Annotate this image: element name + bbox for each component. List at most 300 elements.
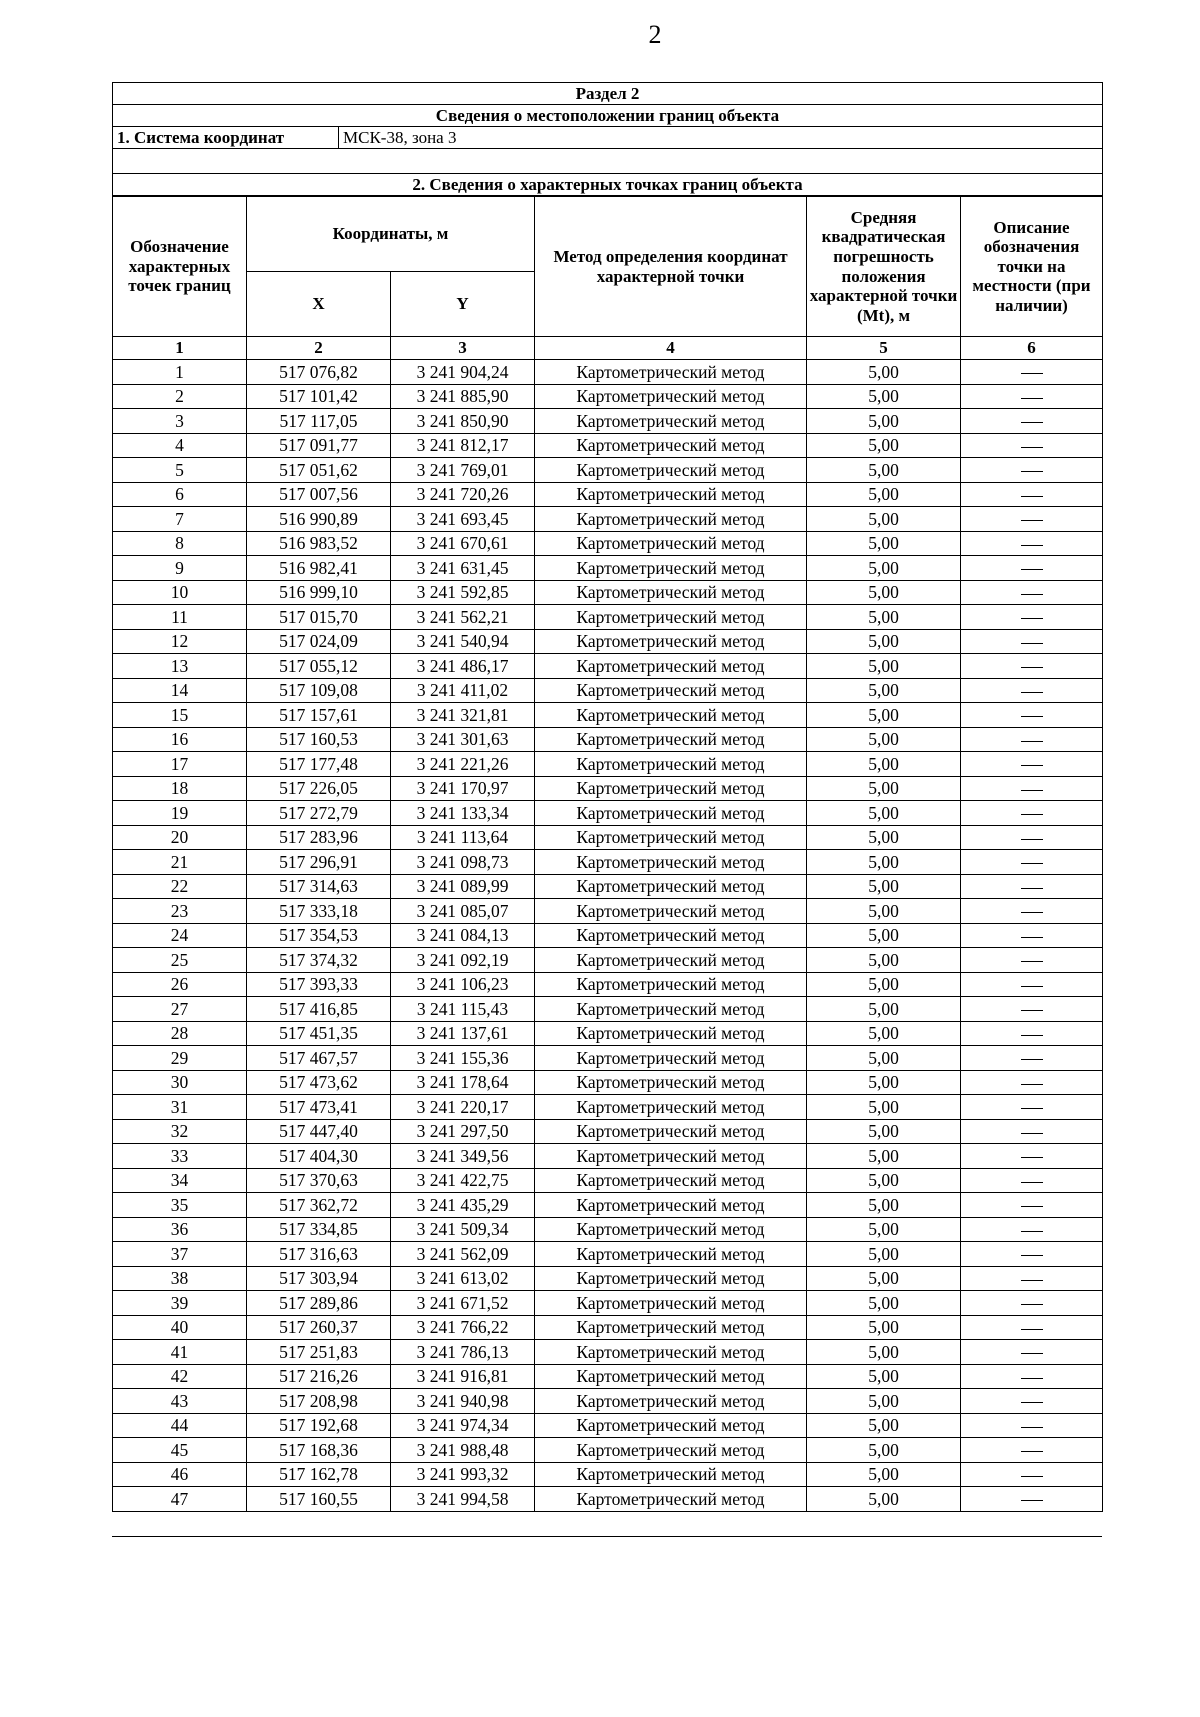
- dash-mark: [1021, 765, 1043, 766]
- point-number: 29: [113, 1046, 247, 1071]
- point-number: 35: [113, 1193, 247, 1218]
- table-row: [113, 1315, 1103, 1340]
- coord-x: 517 393,33: [247, 972, 391, 997]
- mt-value: 5,00: [807, 850, 961, 875]
- coord-x: 517 316,63: [247, 1242, 391, 1267]
- method: Картометрический метод: [535, 899, 807, 924]
- table-row: [113, 1462, 1103, 1487]
- description-cell: [961, 1340, 1103, 1365]
- dash-mark: [1021, 398, 1043, 399]
- method: Картометрический метод: [535, 874, 807, 899]
- coord-system-label: 1. Система координат: [113, 127, 339, 149]
- description-cell: [961, 384, 1103, 409]
- point-number: 33: [113, 1144, 247, 1169]
- coord-x: 517 208,98: [247, 1389, 391, 1414]
- coord-x: 517 272,79: [247, 801, 391, 826]
- point-number: 37: [113, 1242, 247, 1267]
- table-title: 2. Сведения о характерных точках границ объекта: [113, 174, 1103, 196]
- dash-mark: [1021, 1304, 1043, 1305]
- method: Картометрический метод: [535, 507, 807, 532]
- coord-x: 517 289,86: [247, 1291, 391, 1316]
- coord-y: 3 241 766,22: [391, 1315, 535, 1340]
- dash-mark: [1021, 471, 1043, 472]
- description-cell: [961, 972, 1103, 997]
- coord-x: 517 162,78: [247, 1462, 391, 1487]
- method: Картометрический метод: [535, 1438, 807, 1463]
- table-row: [113, 629, 1103, 654]
- method: Картометрический метод: [535, 1021, 807, 1046]
- coord-y: 3 241 988,48: [391, 1438, 535, 1463]
- coord-y: 3 241 974,34: [391, 1413, 535, 1438]
- mt-value: 5,00: [807, 1217, 961, 1242]
- point-number: 9: [113, 556, 247, 581]
- method: Картометрический метод: [535, 1364, 807, 1389]
- dash-mark: [1021, 741, 1043, 742]
- method: Картометрический метод: [535, 1389, 807, 1414]
- mt-value: 5,00: [807, 1070, 961, 1095]
- header-error: Средняя квадратическая погрешность положения характерной точки (Mt), м: [807, 197, 961, 337]
- coord-y: 3 241 670,61: [391, 531, 535, 556]
- dash-mark: [1021, 373, 1043, 374]
- mt-value: 5,00: [807, 1046, 961, 1071]
- method: Картометрический метод: [535, 923, 807, 948]
- coord-y: 3 241 435,29: [391, 1193, 535, 1218]
- header-coordinates: Координаты, м: [247, 197, 535, 272]
- coord-x: 517 216,26: [247, 1364, 391, 1389]
- method: Картометрический метод: [535, 825, 807, 850]
- point-number: 2: [113, 384, 247, 409]
- boundary-document: [112, 82, 1102, 1512]
- coord-y: 3 241 720,26: [391, 482, 535, 507]
- section-subtitle: Сведения о местоположении границ объекта: [113, 105, 1103, 127]
- table-row: [113, 948, 1103, 973]
- table-row: [113, 972, 1103, 997]
- point-number: 23: [113, 899, 247, 924]
- coord-y: 3 241 106,23: [391, 972, 535, 997]
- table-row: [113, 433, 1103, 458]
- method: Картометрический метод: [535, 1340, 807, 1365]
- coord-x: 517 007,56: [247, 482, 391, 507]
- description-cell: [961, 654, 1103, 679]
- dash-mark: [1021, 1402, 1043, 1403]
- point-number: 32: [113, 1119, 247, 1144]
- method: Картометрический метод: [535, 1119, 807, 1144]
- description-cell: [961, 801, 1103, 826]
- dash-mark: [1021, 839, 1043, 840]
- coord-x: 517 296,91: [247, 850, 391, 875]
- method: Картометрический метод: [535, 1462, 807, 1487]
- method: Картометрический метод: [535, 1487, 807, 1512]
- method: Картометрический метод: [535, 850, 807, 875]
- mt-value: 5,00: [807, 629, 961, 654]
- coord-x: 517 109,08: [247, 678, 391, 703]
- point-number: 18: [113, 776, 247, 801]
- coord-y: 3 241 940,98: [391, 1389, 535, 1414]
- point-number: 31: [113, 1095, 247, 1120]
- coord-x: 517 473,62: [247, 1070, 391, 1095]
- description-cell: [961, 1315, 1103, 1340]
- mt-value: 5,00: [807, 1021, 961, 1046]
- point-number: 20: [113, 825, 247, 850]
- coord-x: 517 283,96: [247, 825, 391, 850]
- points-table: [112, 196, 1103, 1512]
- mt-value: 5,00: [807, 605, 961, 630]
- table-row: [113, 1021, 1103, 1046]
- coord-x: 517 055,12: [247, 654, 391, 679]
- method: Картометрический метод: [535, 1413, 807, 1438]
- bottom-rule: [112, 1536, 1102, 1537]
- table-row: [113, 1168, 1103, 1193]
- mt-value: 5,00: [807, 1119, 961, 1144]
- point-number: 13: [113, 654, 247, 679]
- description-cell: [961, 1389, 1103, 1414]
- dash-mark: [1021, 1476, 1043, 1477]
- table-row: [113, 801, 1103, 826]
- mt-value: 5,00: [807, 580, 961, 605]
- mt-value: 5,00: [807, 1266, 961, 1291]
- method: Картометрический метод: [535, 703, 807, 728]
- coord-x: 517 157,61: [247, 703, 391, 728]
- coord-x: 517 260,37: [247, 1315, 391, 1340]
- coord-x: 517 447,40: [247, 1119, 391, 1144]
- point-number: 38: [113, 1266, 247, 1291]
- col-number: 6: [961, 337, 1103, 360]
- mt-value: 5,00: [807, 1144, 961, 1169]
- table-row: [113, 1413, 1103, 1438]
- description-cell: [961, 874, 1103, 899]
- table-row: [113, 507, 1103, 532]
- table-row: [113, 997, 1103, 1022]
- col-number: 2: [247, 337, 391, 360]
- method: Картометрический метод: [535, 997, 807, 1022]
- description-cell: [961, 1070, 1103, 1095]
- point-number: 12: [113, 629, 247, 654]
- coord-x: 517 168,36: [247, 1438, 391, 1463]
- page-number: 2: [648, 20, 662, 49]
- description-cell: [961, 1119, 1103, 1144]
- dash-mark: [1021, 716, 1043, 717]
- coord-y: 3 241 850,90: [391, 409, 535, 434]
- table-row: [113, 654, 1103, 679]
- point-number: 6: [113, 482, 247, 507]
- dash-mark: [1021, 1427, 1043, 1428]
- header-x: X: [247, 272, 391, 337]
- coord-y: 3 241 613,02: [391, 1266, 535, 1291]
- coord-x: 516 983,52: [247, 531, 391, 556]
- dash-mark: [1021, 1108, 1043, 1109]
- coord-x: 517 416,85: [247, 997, 391, 1022]
- col-number: 3: [391, 337, 535, 360]
- description-cell: [961, 1413, 1103, 1438]
- coord-x: 517 374,32: [247, 948, 391, 973]
- table-row: [113, 1364, 1103, 1389]
- mt-value: 5,00: [807, 1487, 961, 1512]
- coord-x: 517 160,53: [247, 727, 391, 752]
- point-number: 11: [113, 605, 247, 630]
- description-cell: [961, 1364, 1103, 1389]
- table-row: [113, 1144, 1103, 1169]
- description-cell: [961, 629, 1103, 654]
- spacer-row: [113, 149, 1103, 174]
- dash-mark: [1021, 1206, 1043, 1207]
- point-number: 24: [113, 923, 247, 948]
- dash-mark: [1021, 667, 1043, 668]
- mt-value: 5,00: [807, 1462, 961, 1487]
- mt-value: 5,00: [807, 1340, 961, 1365]
- point-number: 8: [113, 531, 247, 556]
- dash-mark: [1021, 790, 1043, 791]
- col-number: 1: [113, 337, 247, 360]
- coord-y: 3 241 631,45: [391, 556, 535, 581]
- point-number: 30: [113, 1070, 247, 1095]
- dash-mark: [1021, 986, 1043, 987]
- mt-value: 5,00: [807, 727, 961, 752]
- mt-value: 5,00: [807, 923, 961, 948]
- method: Картометрический метод: [535, 1193, 807, 1218]
- method: Картометрический метод: [535, 1046, 807, 1071]
- coord-x: 517 467,57: [247, 1046, 391, 1071]
- point-number: 34: [113, 1168, 247, 1193]
- point-number: 1: [113, 360, 247, 385]
- coord-x: 517 177,48: [247, 752, 391, 777]
- table-row: [113, 1242, 1103, 1267]
- coord-y: 3 241 155,36: [391, 1046, 535, 1071]
- mt-value: 5,00: [807, 1364, 961, 1389]
- dash-mark: [1021, 1010, 1043, 1011]
- mt-value: 5,00: [807, 1242, 961, 1267]
- description-cell: [961, 776, 1103, 801]
- dash-mark: [1021, 545, 1043, 546]
- dash-mark: [1021, 422, 1043, 423]
- table-row: [113, 923, 1103, 948]
- dash-mark: [1021, 618, 1043, 619]
- method: Картометрический метод: [535, 1070, 807, 1095]
- header-y: Y: [391, 272, 535, 337]
- coord-x: 517 404,30: [247, 1144, 391, 1169]
- coord-x: 517 362,72: [247, 1193, 391, 1218]
- description-cell: [961, 1046, 1103, 1071]
- dash-mark: [1021, 594, 1043, 595]
- mt-value: 5,00: [807, 678, 961, 703]
- table-row: [113, 678, 1103, 703]
- dash-mark: [1021, 569, 1043, 570]
- description-cell: [961, 605, 1103, 630]
- coord-x: 517 076,82: [247, 360, 391, 385]
- description-cell: [961, 1291, 1103, 1316]
- point-number: 41: [113, 1340, 247, 1365]
- table-row: [113, 899, 1103, 924]
- dash-mark: [1021, 1133, 1043, 1134]
- method: Картометрический метод: [535, 360, 807, 385]
- description-cell: [961, 482, 1103, 507]
- header-table: [112, 82, 1103, 196]
- coord-y: 3 241 592,85: [391, 580, 535, 605]
- method: Картометрический метод: [535, 580, 807, 605]
- dash-mark: [1021, 961, 1043, 962]
- dash-mark: [1021, 692, 1043, 693]
- dash-mark: [1021, 643, 1043, 644]
- description-cell: [961, 727, 1103, 752]
- table-row: [113, 1193, 1103, 1218]
- table-row: [113, 850, 1103, 875]
- coord-y: 3 241 349,56: [391, 1144, 535, 1169]
- coord-y: 3 241 301,63: [391, 727, 535, 752]
- coord-x: 517 251,83: [247, 1340, 391, 1365]
- coord-x: 517 160,55: [247, 1487, 391, 1512]
- description-cell: [961, 580, 1103, 605]
- table-row: [113, 1217, 1103, 1242]
- mt-value: 5,00: [807, 972, 961, 997]
- table-row: [113, 531, 1103, 556]
- method: Картометрический метод: [535, 801, 807, 826]
- point-number: 46: [113, 1462, 247, 1487]
- section-title: Раздел 2: [113, 83, 1103, 105]
- coord-x: 517 091,77: [247, 433, 391, 458]
- dash-mark: [1021, 937, 1043, 938]
- coord-y: 3 241 693,45: [391, 507, 535, 532]
- point-number: 7: [113, 507, 247, 532]
- coord-y: 3 241 916,81: [391, 1364, 535, 1389]
- coord-y: 3 241 812,17: [391, 433, 535, 458]
- mt-value: 5,00: [807, 384, 961, 409]
- method: Картометрический метод: [535, 629, 807, 654]
- description-cell: [961, 1438, 1103, 1463]
- method: Картометрический метод: [535, 1242, 807, 1267]
- dash-mark: [1021, 814, 1043, 815]
- description-cell: [961, 1462, 1103, 1487]
- coord-x: 517 354,53: [247, 923, 391, 948]
- method: Картометрический метод: [535, 727, 807, 752]
- coord-y: 3 241 562,21: [391, 605, 535, 630]
- coord-y: 3 241 904,24: [391, 360, 535, 385]
- col-number: 4: [535, 337, 807, 360]
- table-row: [113, 1119, 1103, 1144]
- coord-x: 517 015,70: [247, 605, 391, 630]
- mt-value: 5,00: [807, 948, 961, 973]
- dash-mark: [1021, 1378, 1043, 1379]
- method: Картометрический метод: [535, 678, 807, 703]
- table-row: [113, 776, 1103, 801]
- dash-mark: [1021, 1059, 1043, 1060]
- point-number: 15: [113, 703, 247, 728]
- method: Картометрический метод: [535, 654, 807, 679]
- description-cell: [961, 531, 1103, 556]
- method: Картометрический метод: [535, 1217, 807, 1242]
- mt-value: 5,00: [807, 752, 961, 777]
- dash-mark: [1021, 1451, 1043, 1452]
- mt-value: 5,00: [807, 776, 961, 801]
- description-cell: [961, 507, 1103, 532]
- point-number: 5: [113, 458, 247, 483]
- mt-value: 5,00: [807, 874, 961, 899]
- point-number: 36: [113, 1217, 247, 1242]
- method: Картометрический метод: [535, 605, 807, 630]
- mt-value: 5,00: [807, 360, 961, 385]
- mt-value: 5,00: [807, 409, 961, 434]
- method: Картометрический метод: [535, 531, 807, 556]
- coord-y: 3 241 411,02: [391, 678, 535, 703]
- coord-x: 516 982,41: [247, 556, 391, 581]
- coord-x: 516 990,89: [247, 507, 391, 532]
- table-row: [113, 556, 1103, 581]
- coord-y: 3 241 133,34: [391, 801, 535, 826]
- coord-y: 3 241 220,17: [391, 1095, 535, 1120]
- description-cell: [961, 458, 1103, 483]
- description-cell: [961, 850, 1103, 875]
- mt-value: 5,00: [807, 556, 961, 581]
- coord-x: 517 192,68: [247, 1413, 391, 1438]
- mt-value: 5,00: [807, 1389, 961, 1414]
- table-row: [113, 703, 1103, 728]
- dash-mark: [1021, 1353, 1043, 1354]
- coord-y: 3 241 321,81: [391, 703, 535, 728]
- method: Картометрический метод: [535, 384, 807, 409]
- method: Картометрический метод: [535, 458, 807, 483]
- table-row: [113, 482, 1103, 507]
- method: Картометрический метод: [535, 1095, 807, 1120]
- description-cell: [961, 678, 1103, 703]
- point-number: 26: [113, 972, 247, 997]
- coord-x: 517 333,18: [247, 899, 391, 924]
- method: Картометрический метод: [535, 1291, 807, 1316]
- dash-mark: [1021, 496, 1043, 497]
- dash-mark: [1021, 520, 1043, 521]
- method: Картометрический метод: [535, 972, 807, 997]
- point-number: 47: [113, 1487, 247, 1512]
- description-cell: [961, 556, 1103, 581]
- header-method: Метод определения координат характерной точки: [535, 197, 807, 337]
- table-row: [113, 458, 1103, 483]
- coord-x: 517 101,42: [247, 384, 391, 409]
- description-cell: [961, 923, 1103, 948]
- mt-value: 5,00: [807, 531, 961, 556]
- table-row: [113, 1487, 1103, 1512]
- coord-system-value: МСК-38, зона 3: [339, 127, 1103, 149]
- coord-y: 3 241 994,58: [391, 1487, 535, 1512]
- points-body: [113, 360, 1103, 1512]
- mt-value: 5,00: [807, 703, 961, 728]
- table-row: [113, 1438, 1103, 1463]
- description-cell: [961, 1095, 1103, 1120]
- description-cell: [961, 1193, 1103, 1218]
- method: Картометрический метод: [535, 1144, 807, 1169]
- dash-mark: [1021, 1084, 1043, 1085]
- point-number: 42: [113, 1364, 247, 1389]
- mt-value: 5,00: [807, 654, 961, 679]
- coord-x: 517 024,09: [247, 629, 391, 654]
- mt-value: 5,00: [807, 458, 961, 483]
- method: Картометрический метод: [535, 948, 807, 973]
- description-cell: [961, 1144, 1103, 1169]
- dash-mark: [1021, 1500, 1043, 1501]
- table-row: [113, 384, 1103, 409]
- coord-y: 3 241 113,64: [391, 825, 535, 850]
- point-number: 25: [113, 948, 247, 973]
- table-row: [113, 752, 1103, 777]
- point-number: 28: [113, 1021, 247, 1046]
- description-cell: [961, 1242, 1103, 1267]
- description-cell: [961, 360, 1103, 385]
- dash-mark: [1021, 863, 1043, 864]
- coord-y: 3 241 786,13: [391, 1340, 535, 1365]
- table-row: [113, 1046, 1103, 1071]
- point-number: 14: [113, 678, 247, 703]
- point-number: 40: [113, 1315, 247, 1340]
- dash-mark: [1021, 1157, 1043, 1158]
- coord-x: 517 451,35: [247, 1021, 391, 1046]
- header-designation: Обозначение характерных точек границ: [113, 197, 247, 337]
- mt-value: 5,00: [807, 1413, 961, 1438]
